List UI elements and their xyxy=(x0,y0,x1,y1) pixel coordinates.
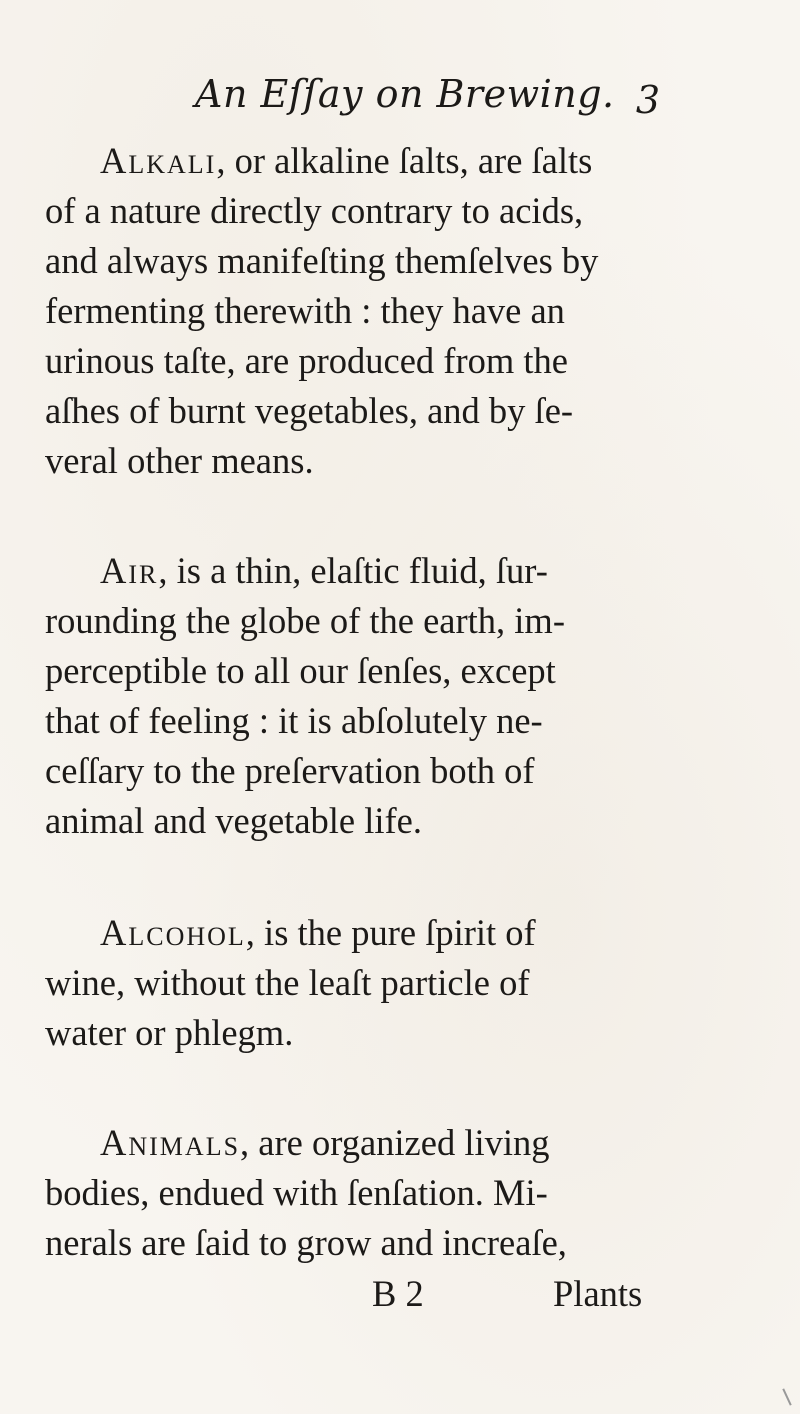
entry-text: , is a thin, elaſtic fluid, ſur- xyxy=(158,550,548,591)
entry-line xyxy=(100,1122,550,1163)
entry-line: nerals are ſaid to grow and increaſe, xyxy=(45,1222,567,1263)
entry-term: Alkali xyxy=(100,140,217,181)
entry-line xyxy=(100,912,536,953)
catchword: Plants xyxy=(553,1273,643,1314)
entry-term: Alcohol xyxy=(100,912,246,953)
entry-line: water or phlegm. xyxy=(45,1012,294,1053)
stray-ink-mark xyxy=(782,1388,791,1405)
entry-line: veral other means. xyxy=(45,440,314,481)
entry-text: , is the pure ſpirit of xyxy=(245,912,536,953)
entry-line: ceſſary to the preſervation both of xyxy=(45,750,535,791)
entry-line: urinous taſte, are produced from the xyxy=(45,340,568,381)
entry-line: of a nature directly contrary to acids, xyxy=(45,190,584,231)
entry-line: animal and vegetable life. xyxy=(45,800,422,841)
running-title: An Eſſay on Brewing. xyxy=(195,72,615,116)
entry-term: Air xyxy=(100,550,159,591)
entry-line: wine, without the leaſt particle of xyxy=(45,962,530,1003)
entry-text: , are organized living xyxy=(240,1122,550,1163)
signature-mark: B 2 xyxy=(372,1273,424,1314)
entry-text: , or alkaline ſalts, are ſalts xyxy=(216,140,593,181)
entry-line: rounding the globe of the earth, im- xyxy=(45,600,565,641)
running-head xyxy=(195,72,660,122)
entry-line xyxy=(100,550,548,591)
entry-line: that of feeling : it is abſolutely ne- xyxy=(45,700,543,741)
page-number: 3 xyxy=(635,78,660,122)
entry-line: aſhes of burnt vegetables, and by ſe- xyxy=(45,390,574,431)
entry-line xyxy=(100,140,593,181)
entry-line: bodies, endued with ſenſation. Mi- xyxy=(45,1172,548,1213)
entry-line: perceptible to all our ſenſes, except xyxy=(45,650,556,691)
entry-term: Animals xyxy=(100,1122,241,1163)
entry-line: and always manifeſting themſelves by xyxy=(45,240,599,281)
entry-line: fermenting therewith : they have an xyxy=(45,290,565,331)
